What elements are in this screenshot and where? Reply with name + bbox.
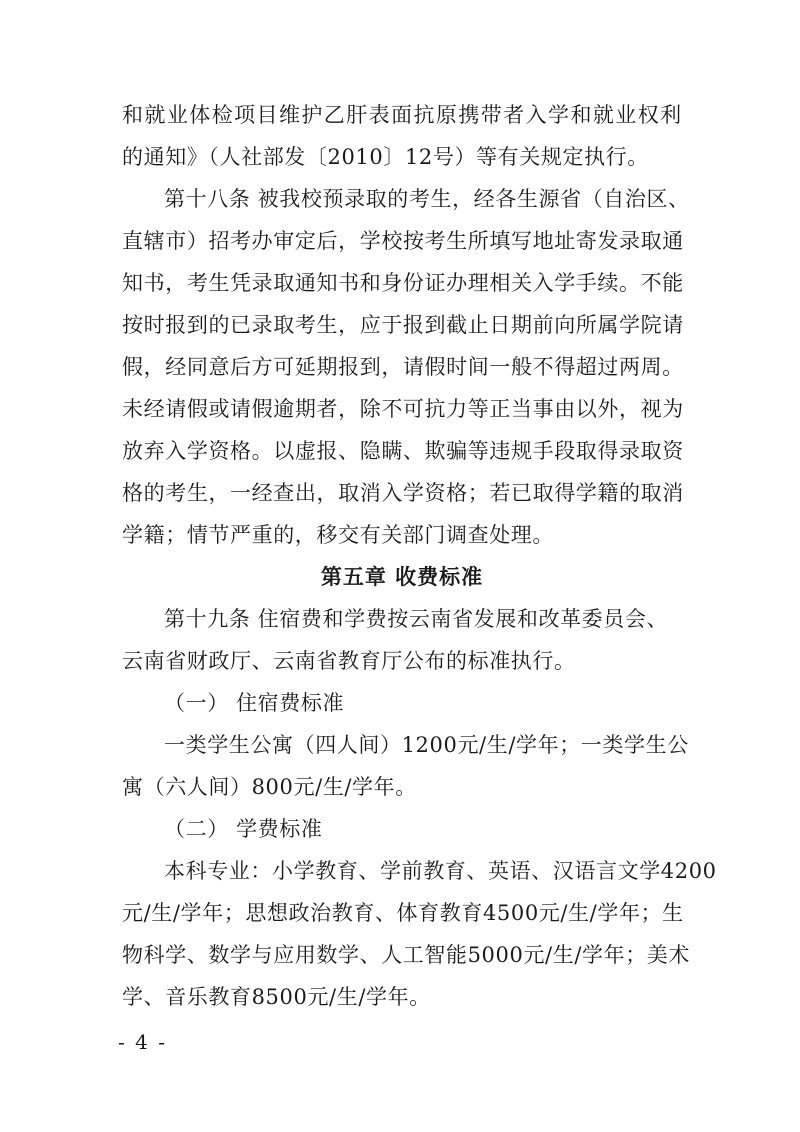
section-heading-tuition: （二） 学费标准 [164, 817, 323, 841]
section-heading-accommodation: （一） 住宿费标准 [164, 691, 345, 715]
text-line: 知 书 ， 考 生 凭 录 取 通 知 书 和 身 份 证 办 理 相 关 入 学 手 续 。 不 能 [122, 271, 684, 295]
text-line: 学籍；情节严重的，移交有关部门调查处理。 [122, 523, 554, 547]
text-line: 直 辖 市 ） 招 考 办 审 定 后 ， 学 校 按 考 生 所 填 写 地 址 寄 发 录 取 通 [122, 229, 684, 253]
text-line: 一类学生公寓（四人间）1200元/生/学年；一类学生公 [164, 733, 689, 757]
page-number: - 4 - [118, 1030, 167, 1054]
text-line: 学、音乐教育8500元/生/学年。 [122, 985, 431, 1009]
text-line: 云南省财政厅、云南省教育厅公布的标准执行。 [122, 649, 576, 673]
text-line: 按 时 报 到 的 已 录 取 考 生 ， 应 于 报 到 截 止 日 期 前 向 所 属 学 院 请 [122, 313, 684, 337]
text-line: 格 的 考 生 ， 一 经 查 出 ， 取 消 入 学 资 格 ； 若 已 取 得 学 籍 的 取 消 [122, 481, 684, 505]
text-line: 物科学、数学与应用数学、人工智能5000元/生/学年；美术 [122, 943, 690, 967]
text-line: 未 经 请 假 或 请 假 逾 期 者 ， 除 不 可 抗 力 等 正 当 事 由 以 外 ， 视 为 [122, 397, 684, 421]
chapter-heading: 第五章 收费标准 [320, 565, 484, 589]
text-line: 和 就 业 体 检 项 目 维 护 乙 肝 表 面 抗 原 携 带 者 入 学 和 就 业 权 利 [122, 103, 682, 127]
text-line: 元/生/学年；思想政治教育、体育教育4500元/生/学年；生 [122, 901, 684, 925]
text-line: 本科专业：小学教育、学前教育、英语、汉语言文学4200 [164, 859, 717, 883]
article-18-start: 第十八条 被我校预录取的考生，经各生源省（自治区、 [164, 187, 690, 211]
text-line: 假 ， 经 同 意 后 方 可 延 期 报 到 ， 请 假 时 间 一 般 不 得 超 过 两 周 。 [122, 355, 684, 379]
text-line: 寓（六人间）800元/生/学年。 [122, 775, 417, 799]
document-body [122, 94, 717, 1018]
article-19-start: 第十九条 住宿费和学费按云南省发展和改革委员会、 [164, 607, 669, 631]
text-line: 的通知》（人社部发〔2010〕12号）等有关规定执行。 [122, 145, 649, 169]
text-line: 放 弃 入 学 资 格 。 以 虚 报 、 隐 瞒 、 欺 骗 等 违 规 手 段 取 得 录 取 资 [122, 439, 684, 463]
